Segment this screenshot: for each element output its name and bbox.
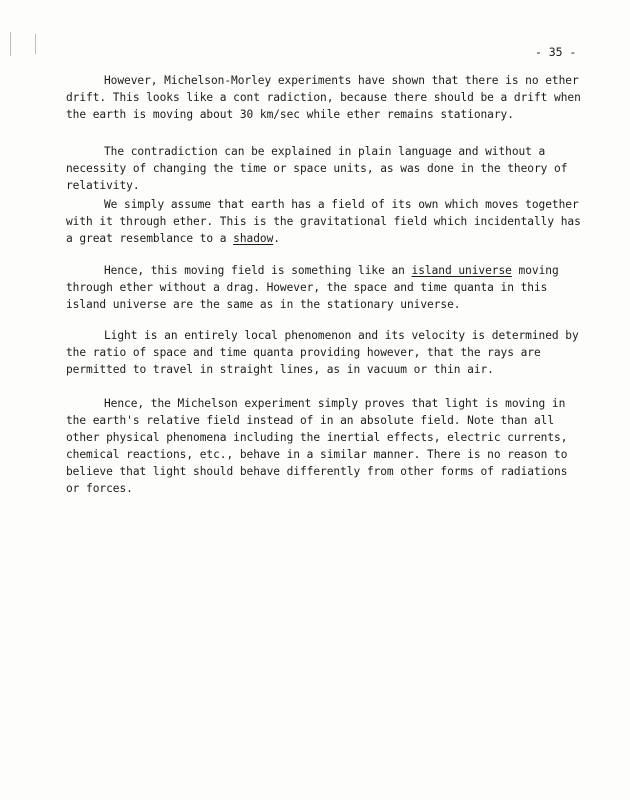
paragraph-text: moving through ether without a drag. However, the space and time quanta in this island universe are the same as in the stationary universe. [66,264,559,311]
margin-mark [10,32,11,56]
paragraph-contradiction: The contradiction can be explained in plain language and without a necessity of changing the time or space units, as was done in the theory of relativity. [66,145,568,192]
paragraph-michelson-conclusion: Hence, the Michelson experiment simply proves that light is moving in the earth's relative field instead of in an absolute field. Note than all other physical phenomena including the inertial effects, electric currents, chemical reactions, etc., behave in a similar manner. There is no reason to believe that light should behave differently from other forms of radiations or forces. [66,397,568,495]
margin-mark [35,34,36,54]
paragraph-text: . [273,232,280,245]
underlined-term: island universe [411,264,512,277]
paragraph-text: We simply assume that earth has a field of its own which moves together with it through ether. This is the gravitational field which incidentally has a great resemblance to a [66,198,581,245]
paragraph-light-local: Light is an entirely local phenomenon and its velocity is determined by the ratio of space and time quanta providing however, that the rays are permitted to travel in straight lines, as in vacuum or thin air. [66,329,579,376]
underlined-term: shadow [233,232,274,245]
page-number: - 35 - [535,45,577,59]
paragraph-earth-field [66,196,586,247]
paragraph-ether-drift: However, Michelson-Morley experiments have shown that there is no ether drift. This looks like a cont radiction, because there should be a drift when the earth is moving about 30 km/sec while ether remains stationary. [66,74,581,121]
paragraph-island-universe [66,262,586,313]
paragraph-text: Hence, this moving field is something like an [104,264,412,277]
